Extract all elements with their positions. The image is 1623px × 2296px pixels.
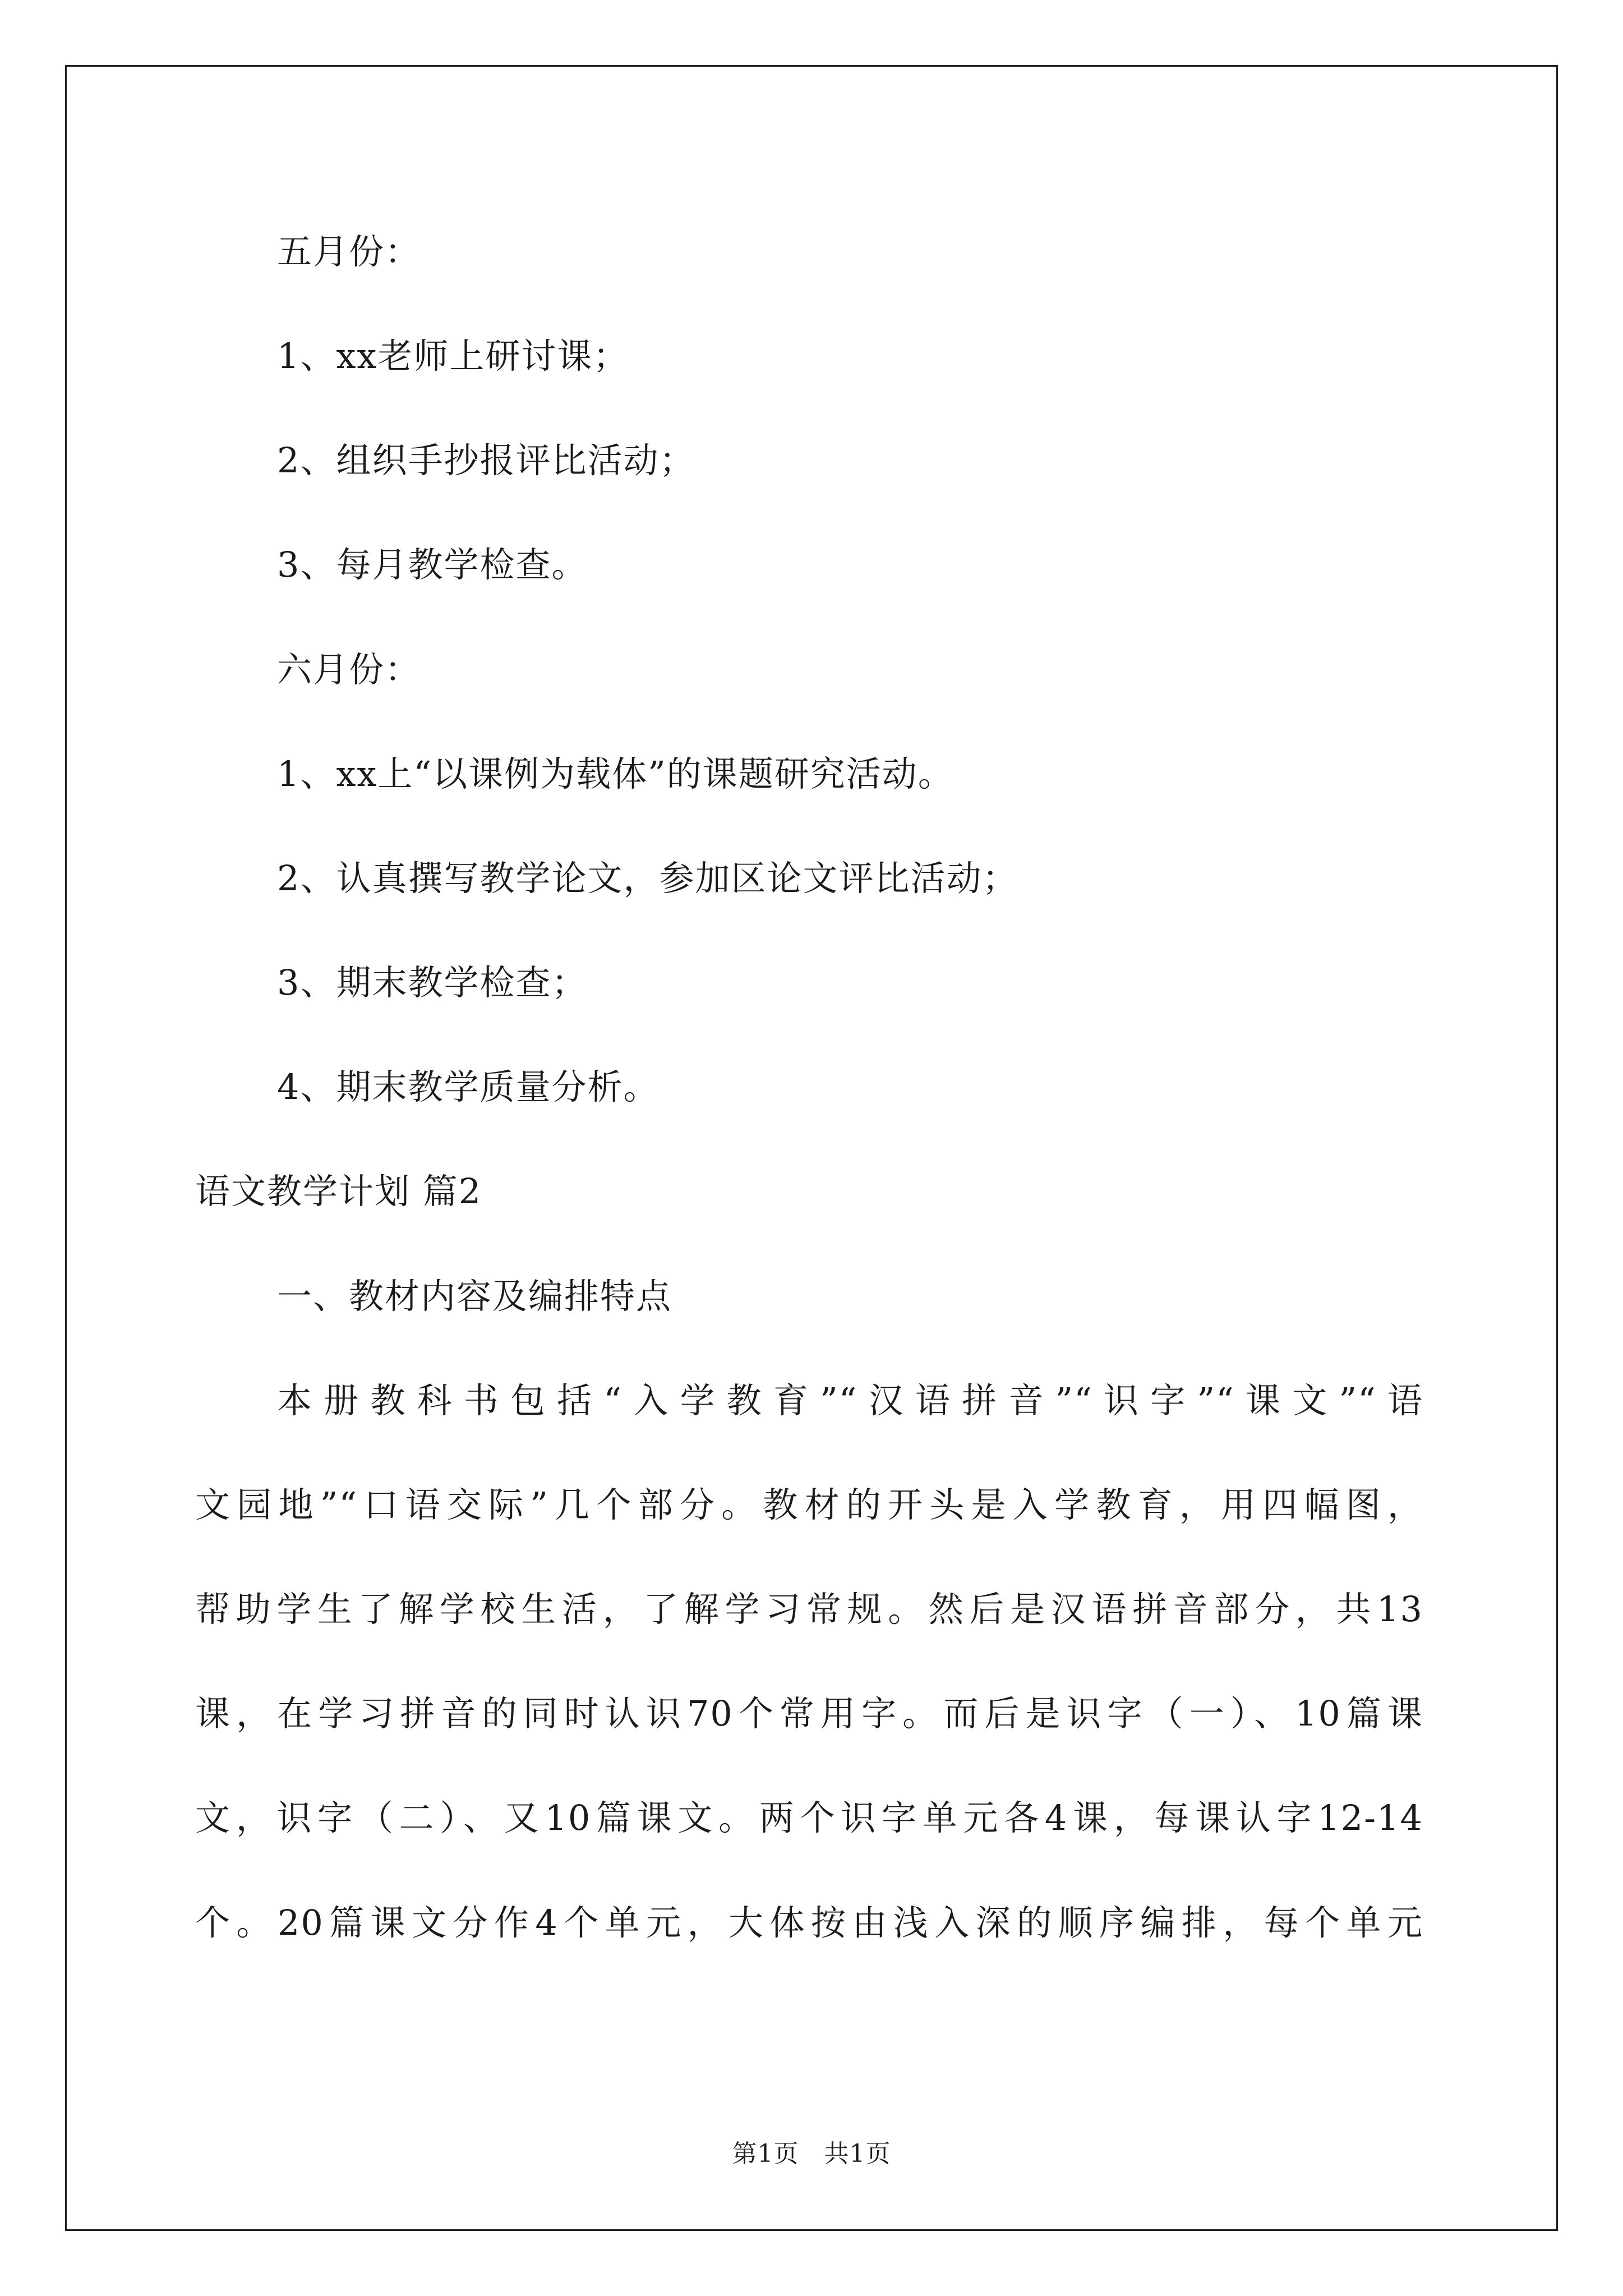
paragraph-line: 文，识字（二）、又10篇课文。两个识字单元各4课，每课认字12-14 — [195, 1797, 1423, 1838]
subsection-heading: 一、教材内容及编排特点 — [277, 1276, 672, 1317]
paragraph-line: 文园地”“口语交际”几个部分。教材的开头是入学教育，用四幅图， — [195, 1484, 1423, 1525]
heading-may: 五月份： — [277, 231, 421, 272]
paragraph-line: 本册教科书包括“入学教育”“汉语拼音”“识字”“课文”“语 — [277, 1380, 1423, 1421]
list-item: 3、期末教学检查； — [277, 962, 588, 1003]
list-item: 2、认真撰写教学论文，参加区论文评比活动； — [277, 858, 1018, 899]
section-title: 语文教学计划 篇2 — [195, 1171, 482, 1212]
page-number: 第1页 共1页 — [732, 2139, 891, 2168]
paragraph-line: 个。20篇课文分作4个单元，大体按由浅入深的顺序编排，每个单元 — [195, 1902, 1423, 1943]
list-item: 1、xx上“以课例为载体”的课题研究活动。 — [277, 753, 954, 794]
list-item: 2、组织手抄报评比活动； — [277, 440, 695, 481]
list-item: 1、xx老师上研讨课； — [277, 335, 629, 376]
heading-june: 六月份： — [277, 649, 421, 690]
list-item: 3、每月教学检查。 — [277, 544, 588, 585]
list-item: 4、期末教学质量分析。 — [277, 1066, 660, 1107]
paragraph-line: 课，在学习拼音的同时认识70个常用字。而后是识字（一）、10篇课 — [195, 1693, 1423, 1734]
paragraph-line: 帮助学生了解学校生活，了解学习常规。然后是汉语拼音部分，共13 — [195, 1589, 1423, 1630]
